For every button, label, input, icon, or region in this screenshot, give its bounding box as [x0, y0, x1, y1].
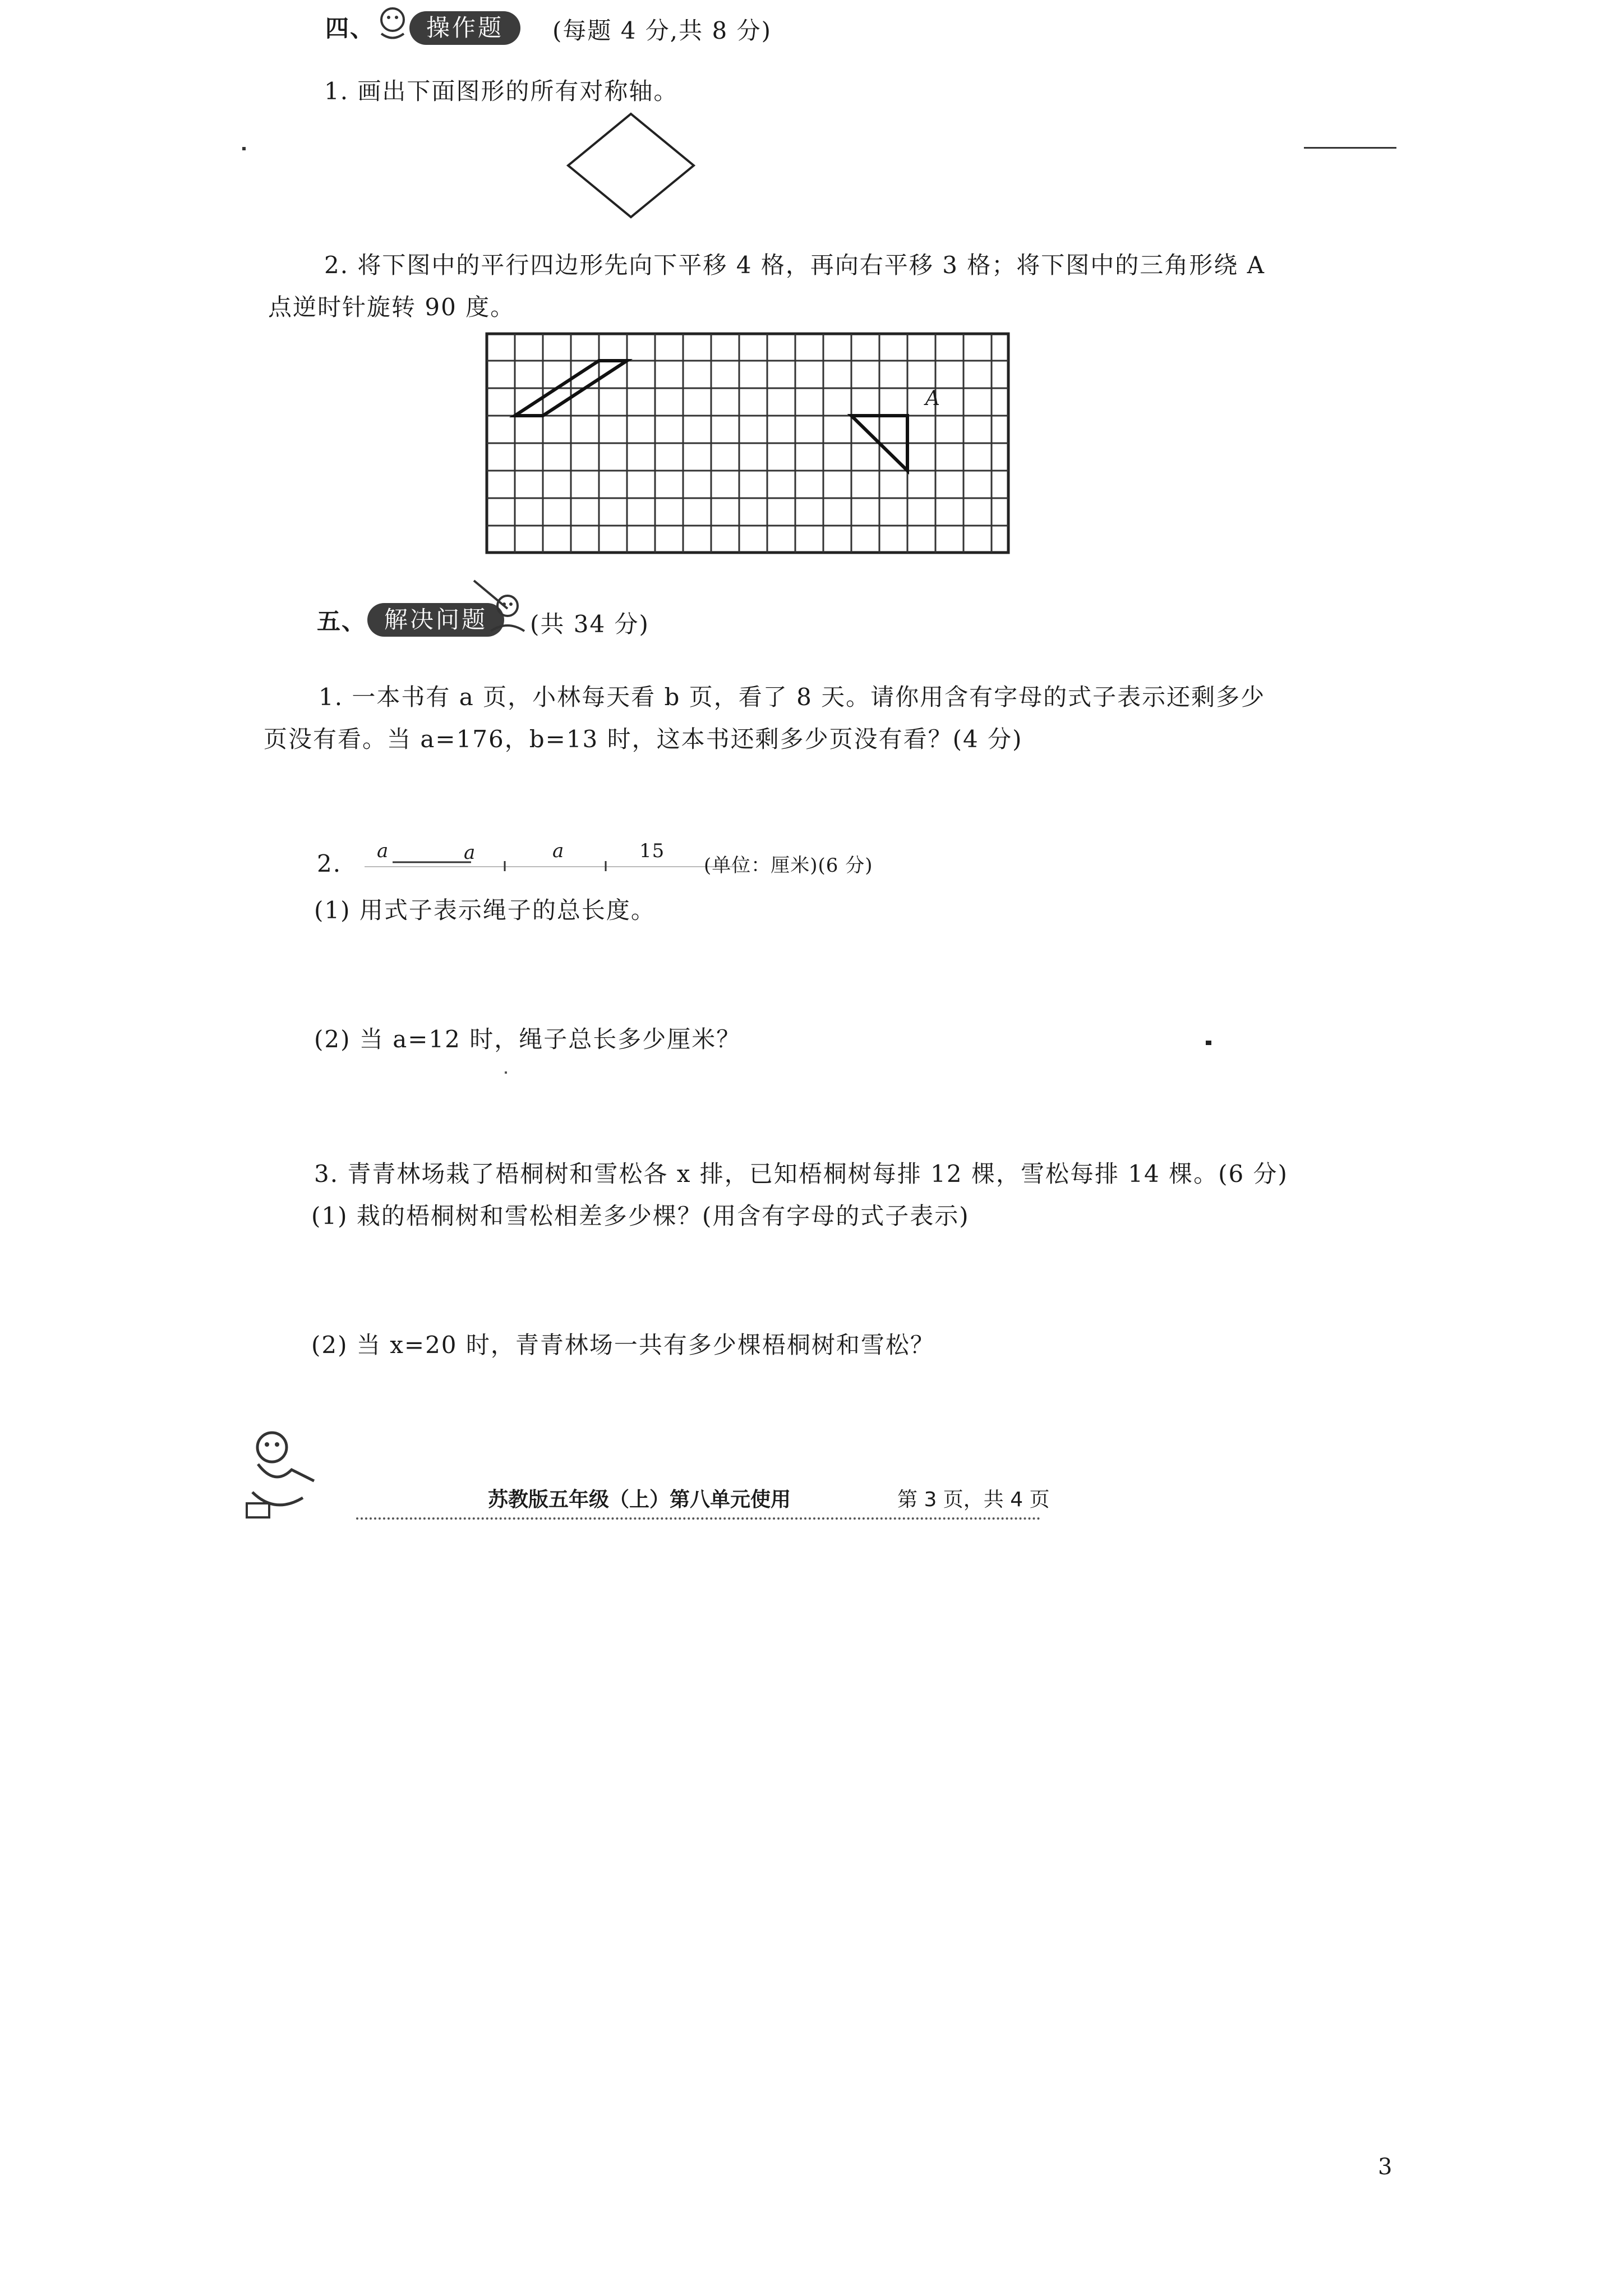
problem-5-1-line2: 页没有看。当 a=176，b=13 时，这本书还剩多少页没有看？(4 分) [264, 725, 1023, 753]
stray-dot [1206, 1041, 1211, 1045]
question-4-2-line1: 2. 将下图中的平行四边形先向下平移 4 格，再向右平移 3 格；将下图中的三角形绕 A [324, 251, 1265, 279]
section-5-number: 五、 [317, 608, 367, 635]
section-5-points: (共 34 分) [530, 610, 649, 638]
footer-text: 苏教版五年级（上）第八单元使用 [488, 1488, 791, 1511]
cartoon-icon [373, 3, 412, 42]
problem-5-2-sub2: (2) 当 a=12 时，绳子总长多少厘米？ [314, 1025, 741, 1053]
problem-5-2-number: 2. [317, 850, 342, 877]
problem-5-1-line1: 1. 一本书有 a 页，小林每天看 b 页，看了 8 天。请你用含有字母的式子表示还剩多少 [319, 683, 1266, 711]
section-4-points: (每题 4 分,共 8 分) [552, 17, 772, 44]
problem-5-3-sub2: (2) 当 x=20 时，青青林场一共有多少棵梧桐树和雪松？ [311, 1331, 935, 1359]
stray-dot [242, 147, 246, 150]
problem-5-2-sub1: (1) 用式子表示绳子的总长度。 [314, 896, 656, 924]
rope-label-4: 15 [639, 840, 665, 862]
question-4-1: 1. 画出下面图形的所有对称轴。 [324, 77, 679, 105]
page-number: 3 [1378, 2154, 1393, 2180]
question-4-2-line2: 点逆时针旋转 90 度。 [268, 293, 515, 321]
rhombus-figure [564, 109, 698, 222]
point-a-label: A [925, 387, 940, 410]
section-4-number: 四、 [325, 15, 375, 42]
mascot-icon [241, 1419, 331, 1520]
rope-label-3: a [552, 840, 565, 862]
cartoon-icon [468, 575, 530, 637]
stray-dot [505, 1071, 507, 1074]
problem-5-2-unit: (单位：厘米)(6 分) [704, 854, 873, 877]
footer-page-info: 第 3 页，共 4 页 [897, 1488, 1050, 1511]
square-grid [487, 334, 1008, 553]
section-5-banner: 解决问题 [367, 603, 504, 637]
problem-5-3-line1: 3. 青青林场栽了梧桐树和雪松各 x 排，已知梧桐树每排 12 棵，雪松每排 14 棵。(6 分) [314, 1160, 1288, 1188]
footer-rule [356, 1517, 1040, 1520]
problem-5-3-sub1: (1) 栽的梧桐树和雪松相差多少棵？(用含有字母的式子表示) [311, 1202, 970, 1230]
rope-label-2: a [464, 841, 476, 864]
answer-line [1304, 147, 1396, 149]
rope-label-1: a [377, 840, 389, 862]
section-4-banner: 操作题 [409, 11, 520, 45]
